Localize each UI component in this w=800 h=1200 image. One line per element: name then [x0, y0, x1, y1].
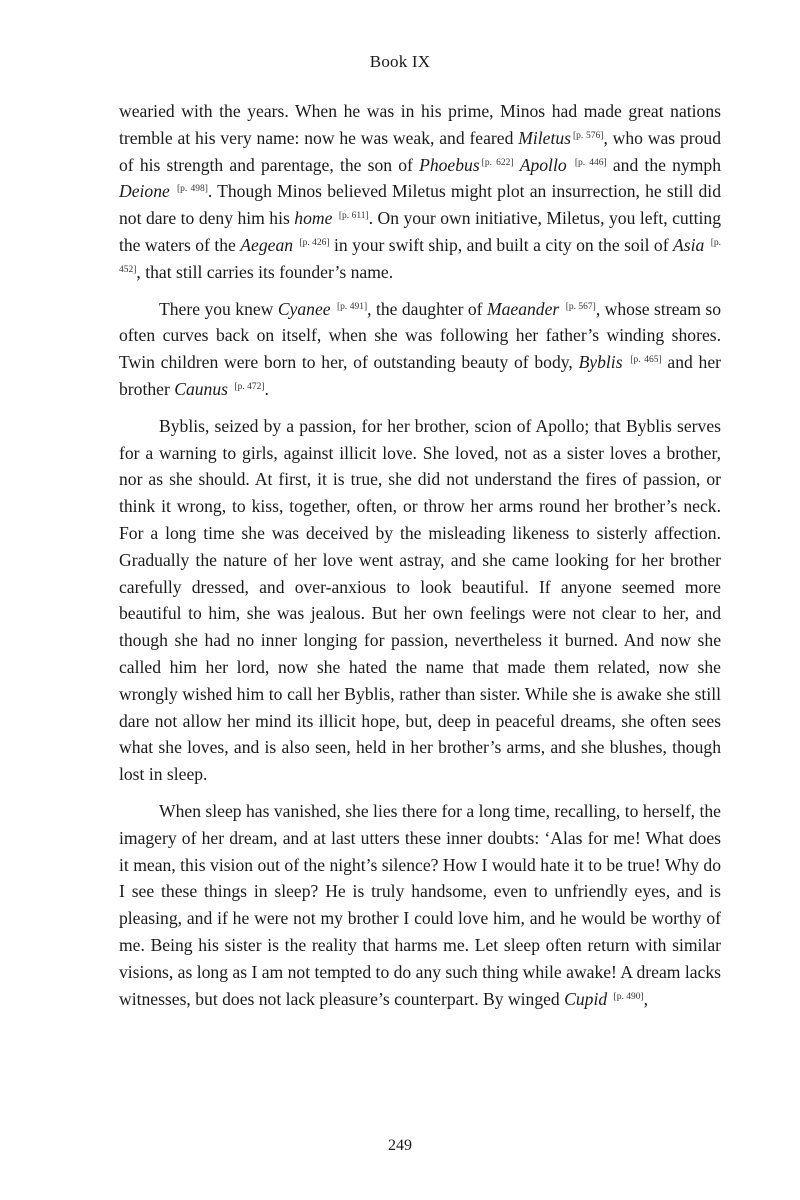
page-reference[interactable]: [p. 446] [574, 157, 607, 168]
page-reference[interactable]: [p. 491] [337, 301, 368, 312]
text-run [170, 181, 175, 201]
text-run [228, 379, 232, 399]
text-run: There you knew [159, 298, 278, 319]
paragraph [119, 798, 721, 1012]
text-run [293, 235, 297, 255]
proper-name: Cupid [564, 988, 608, 1009]
text-run: wearied with the years. When he was in his prime, Minos had made great nations tremble at his very name: now he was weak, and feared [119, 101, 721, 148]
proper-name: Phoebus [419, 154, 480, 175]
text-run [607, 989, 611, 1009]
page-reference[interactable]: [p. 426] [299, 237, 330, 248]
text-run: , who was proud of his strength and parentage, the son of [119, 127, 721, 175]
text-run [559, 299, 563, 319]
page-reference[interactable]: [p. 465] [630, 355, 662, 366]
page-reference[interactable]: [p. 576] [572, 130, 604, 141]
text-run: . Though Minos believed Miletus might plot an insurrection, he still did not dare to deny him his [119, 181, 721, 229]
page-reference[interactable]: [p. 472] [234, 381, 265, 392]
body-text [119, 98, 721, 1022]
proper-name: Asia [673, 234, 705, 255]
proper-name: Aegean [240, 234, 294, 255]
text-run: in your swift ship, and built a city on the soil of [329, 234, 674, 255]
proper-name: Miletus [518, 127, 571, 148]
text-run [332, 208, 336, 228]
page-reference[interactable]: [p. 567] [565, 301, 596, 312]
proper-name: home [294, 208, 333, 229]
proper-name: Maeander [486, 298, 560, 319]
text-run [623, 352, 629, 372]
proper-name: Cyanee [277, 298, 331, 319]
proper-name: Caunus [174, 378, 228, 399]
page-reference[interactable]: [p. 498] [177, 184, 208, 195]
text-run [567, 155, 573, 175]
page-reference[interactable]: [p. 452] [119, 237, 722, 275]
paragraph [119, 296, 721, 403]
page-reference[interactable]: [p. 622] [481, 157, 514, 168]
text-run: , [643, 988, 649, 1009]
text-run: , whose stream so often curves back on itself, when she was following her father’s winding shores. Twin children were born to her, of outstanding beauty of body, [119, 298, 721, 373]
text-run: , the daughter of [367, 298, 487, 319]
text-run [704, 235, 708, 255]
text-run: . On your own initiative, Miletus, you left, cutting the waters of the [119, 208, 721, 255]
text-run: Byblis, seized by a passion, for her brother, scion of Apollo; that Byblis serves for a warning to girls, against illicit love. She loved, not as a sister loves a brother, nor as she should. At first, it is true, she did not understand the fires of passion, or think it wrong, to kiss, together, often, or throw her arms round her brother’s neck. For a long time she was deceived by the misleading likeness to sisterly affection. Gradually the nature of her love went astray, and she came looking for her brother carefully dressed, and over-anxious to look beautiful. If anyone seemed more beautiful to him, she was jealous. But her own feelings were not clear to her, and though she had no inner longing for passion, nevertheless it burned. And now she called him her lord, now she hated the name that made them related, now she wrongly wished him to call her Byblis, rather than sister. While she is awake she still dare not allow her mind its illicit hope, but, deep in peaceful dreams, she often sees what she loves, and is also seen, held in her brother’s arms, and she blushes, though lost in sleep. [119, 415, 721, 785]
text-run: When sleep has vanished, she lies there for a long time, recalling, to herself, the imagery of her dream, and at last utters these inner doubts: ‘Alas for me! What does it mean, this vision out of the night’s silence? How I would hate it to be true! Why do I see these things in sleep? He is truly handsome, even to unfriendly eyes, and is pleasing, and if he were not my brother I could love him, and he would be worthy of me. Being his sister is the reality that harms me. Let sleep often return with similar visions, as long as I am not tempted to do any such thing while awake! A dream lacks witnesses, but does not lack pleasure’s counterpart. By winged [119, 800, 721, 1009]
paragraph [119, 413, 721, 788]
text-run: and her brother [119, 352, 722, 399]
proper-name: Apollo [519, 154, 567, 175]
text-run: and the nymph [606, 154, 721, 175]
proper-name: Deione [119, 181, 170, 202]
paragraph [119, 98, 721, 286]
text-run: . [264, 378, 269, 399]
page-reference[interactable]: [p. 611] [338, 211, 369, 222]
text-run [331, 299, 335, 319]
page-number: 249 [388, 1137, 412, 1154]
page-reference[interactable]: [p. 490] [613, 991, 644, 1002]
proper-name: Byblis [578, 352, 623, 373]
text-run: , that still carries its founder’s name. [136, 261, 394, 282]
running-head: Book IX [369, 52, 431, 71]
